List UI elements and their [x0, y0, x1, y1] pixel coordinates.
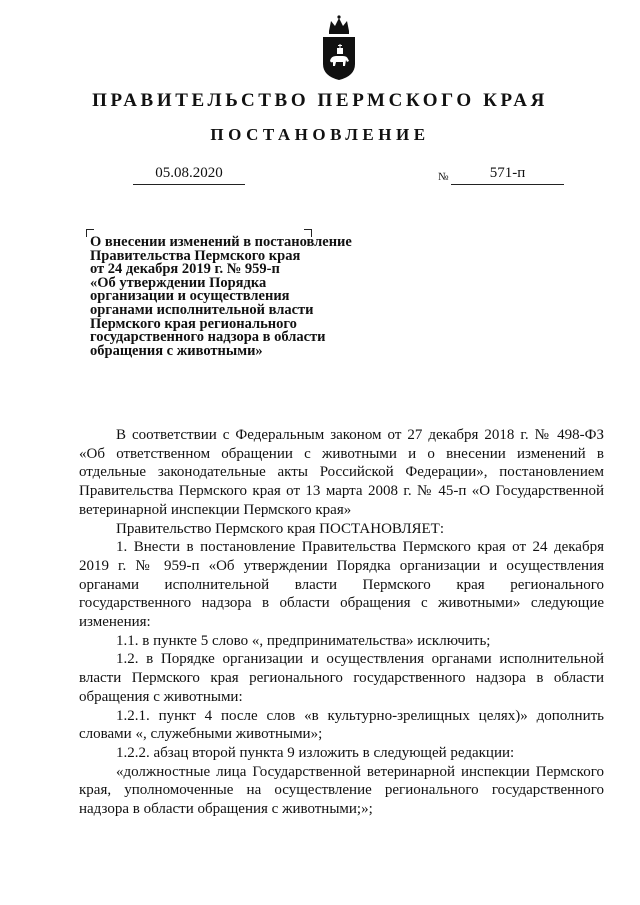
subject-line: государственного надзора в области	[90, 329, 326, 346]
number-prefix: №	[438, 171, 449, 183]
perm-krai-coat-of-arms-icon	[321, 14, 357, 82]
government-title: ПРАВИТЕЛЬСТВО ПЕРМСКОГО КРАЯ	[92, 90, 548, 111]
body-paragraph: В соответствии с Федеральным законом от 27 декабря 2018 г. № 498-ФЗ «Об ответственном обращении с животными и о внесении изменений в отдельные законодательные акты Российской Федерации», постановлением Правительства Пермского края от 13 марта 2008 г. № 45-п «О Государственной ветеринарной инспекции Пермского края»	[79, 427, 604, 518]
document-subject	[90, 236, 390, 358]
body-paragraph: 1.2.1. пункт 4 после слов «в культурно-зрелищных целях)» дополнить словами «, служебными животными»;	[79, 707, 604, 743]
subject-line: «Об утверждении Порядка	[90, 274, 267, 291]
document-type: ПОСТАНОВЛЕНИЕ	[210, 125, 430, 144]
document-number: 571-п	[451, 164, 564, 185]
subject-line: организации и осуществления	[90, 288, 290, 305]
subject-line: обращения с животными»	[90, 342, 263, 359]
subject-line: О внесении изменений в постановление	[90, 234, 352, 250]
body-paragraph: 1.1. в пункте 5 слово «, предпринимательства» исключить;	[116, 632, 491, 649]
body-paragraph: Правительство Пермского края ПОСТАНОВЛЯЕТ:	[116, 520, 445, 537]
subject-line: от 24 декабря 2019 г. № 959-п	[90, 261, 280, 278]
body-paragraph: 1.2. в Порядке организации и осуществления органами исполнительной власти Пермского края регионального государственного надзора в области обращения с животными:	[79, 651, 604, 705]
subject-line: Правительства Пермского края	[90, 247, 301, 264]
body-paragraph: 1. Внести в постановление Правительства Пермского края от 24 декабря 2019 г. № 959-п «Об утверждении Порядка организации и осуществления органами исполнительной власти Пермского края регионального государственного надзора в области обращения с животными» следующие изменения:	[79, 539, 604, 631]
body-paragraph: 1.2.2. абзац второй пункта 9 изложить в следующей редакции:	[116, 744, 515, 761]
body-paragraph: «должностные лица Государственной ветеринарной инспекции Пермского края, уполномоченные на осуществление регионального государственного надзора в области обращения с животными;»;	[79, 763, 604, 818]
subject-line: Пермского края регионального	[90, 315, 297, 332]
subject-line: органами исполнительной власти	[90, 301, 314, 318]
document-body	[79, 426, 604, 819]
document-date: 05.08.2020	[133, 164, 245, 185]
